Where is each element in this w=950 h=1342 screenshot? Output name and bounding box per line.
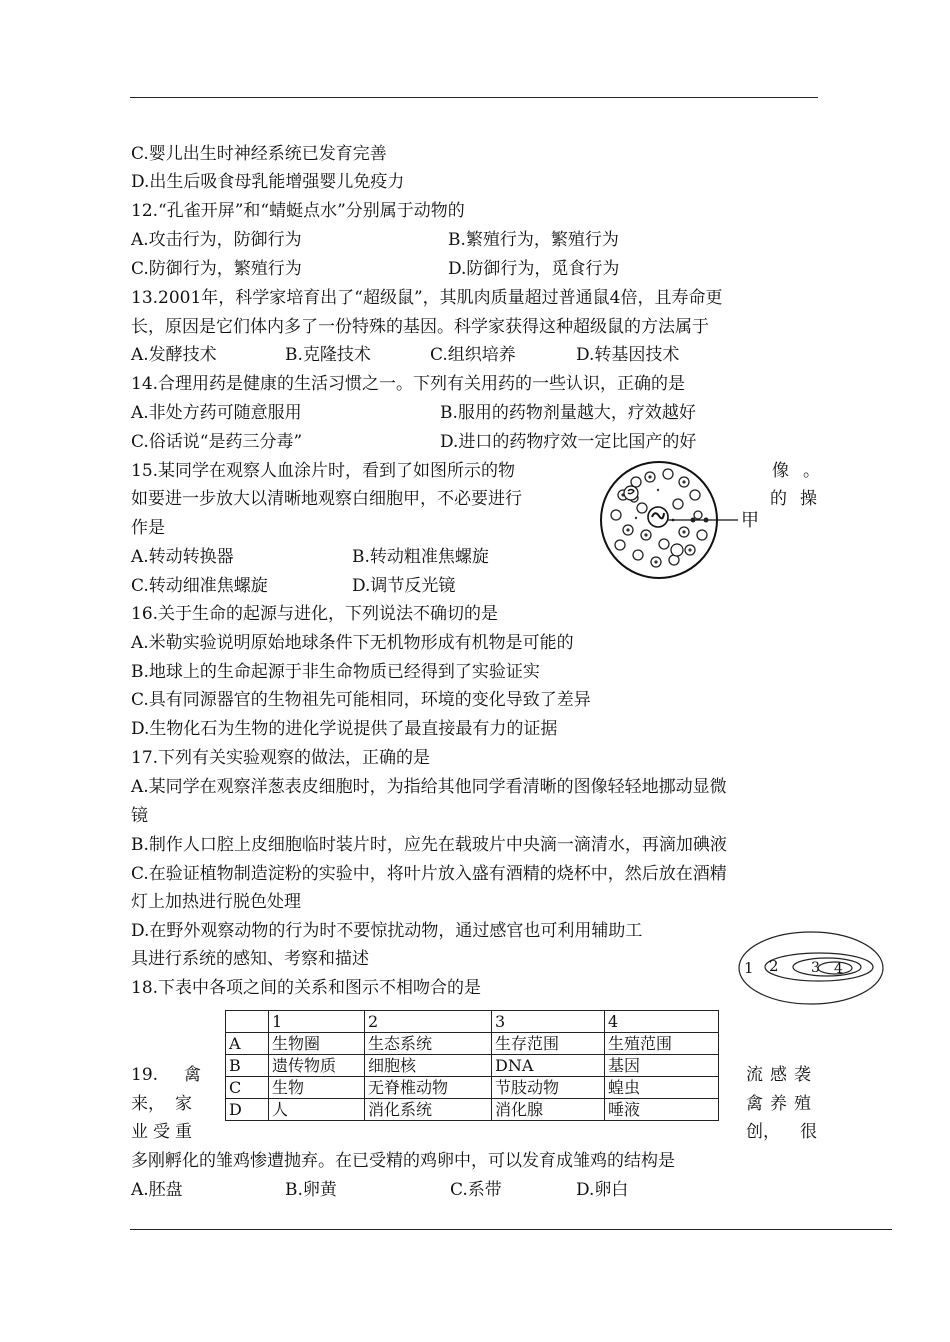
table-cell: A xyxy=(226,1033,269,1055)
option-b-17: B.制作人口腔上皮细胞临时装片时，应先在载玻片中央滴一滴清水，再滴加碘液 xyxy=(131,835,727,855)
table-cell: B xyxy=(226,1055,269,1077)
question-12: 12.“孔雀开屏”和“蜻蜓点水”分别属于动物的 xyxy=(131,201,465,221)
option-a-15: A.转动转换器 xyxy=(131,547,234,567)
question-15-line3: 作是 xyxy=(131,518,165,538)
table-cell: D xyxy=(226,1099,269,1121)
option-b-16: B.地球上的生命起源于非生命物质已经得到了实验证实 xyxy=(131,662,540,682)
question-15-line1: 15.某同学在观察人血涂片时，看到了如图所示的物 xyxy=(131,461,516,481)
question-14: 14.合理用药是健康的生活习惯之一。下列有关用药的一些认识，正确的是 xyxy=(131,374,686,394)
option-a-19: A.胚盘 xyxy=(131,1180,183,1200)
table-header-cell: 4 xyxy=(605,1011,719,1033)
option-c-15: C.转动细准焦螺旋 xyxy=(131,576,268,596)
table-row xyxy=(226,1033,719,1055)
question-19-line3-right: 创， 很 xyxy=(746,1122,817,1142)
figure-label-jia: 甲 xyxy=(741,510,759,531)
question-19-line1-right: 流 感 袭 xyxy=(746,1065,811,1085)
option-b-15: B.转动粗准焦螺旋 xyxy=(352,547,489,567)
question-16: 16.关于生命的起源与进化，下列说法不确切的是 xyxy=(131,604,499,624)
option-d-19: D.卵白 xyxy=(576,1180,629,1200)
table-cell: 细胞核 xyxy=(365,1055,492,1077)
question-13-line1: 13.2001年，科学家培育出了“超级鼠”，其肌肉质量超过普通鼠4倍，且寿命更 xyxy=(131,288,723,308)
footer-rule xyxy=(130,1229,892,1230)
option-d-17-line2: 具进行系统的感知、考察和描述 xyxy=(131,949,369,969)
table-row xyxy=(226,1077,719,1099)
option-c-17-line1: C.在验证植物制造淀粉的实验中，将叶片放入盛有酒精的烧杯中，然后放在酒精 xyxy=(131,864,727,884)
option-c-17-line2: 灯上加热进行脱色处理 xyxy=(131,892,301,912)
question-17: 17.下列有关实验观察的做法，正确的是 xyxy=(131,748,431,768)
table-cell: 生殖范围 xyxy=(605,1033,719,1055)
relationship-table xyxy=(225,1010,719,1121)
option-c-12: C.防御行为，繁殖行为 xyxy=(131,259,302,279)
table-cell: C xyxy=(226,1077,269,1099)
table-cell: 消化腺 xyxy=(492,1099,605,1121)
question-15-line1-end: 像。 xyxy=(772,461,834,481)
option-d-12: D.防御行为，觅食行为 xyxy=(448,259,620,279)
option-d-11: D.出生后吸食母乳能增强婴儿免疫力 xyxy=(131,172,405,192)
question-19-line4: 多刚孵化的雏鸡惨遭抛弃。在已受精的鸡卵中，可以发育成雏鸡的结构是 xyxy=(131,1151,675,1171)
table-header-cell xyxy=(226,1011,269,1033)
option-b-14: B.服用的药物剂量越大，疗效越好 xyxy=(440,403,696,423)
table-cell: 生态系统 xyxy=(365,1033,492,1055)
option-d-16: D.生物化石为生物的进化学说提供了最直接最有力的证据 xyxy=(131,719,558,739)
option-c-11: C.婴儿出生时神经系统已发育完善 xyxy=(131,144,387,164)
option-a-17-line1: A.某同学在观察洋葱表皮细胞时，为指给其他同学看清晰的图像轻轻地挪动显微 xyxy=(131,777,727,797)
option-c-14: C.俗话说“是药三分毒” xyxy=(131,432,303,452)
table-header-row xyxy=(226,1011,719,1033)
table-header-cell: 1 xyxy=(269,1011,365,1033)
question-15-line2: 如要进一步放大以清晰地观察白细胞甲，不必要进行 xyxy=(131,489,522,509)
option-c-19: C.系带 xyxy=(450,1180,502,1200)
ellipse-label-1: 1 xyxy=(744,959,754,977)
option-d-15: D.调节反光镜 xyxy=(352,576,456,596)
table-cell: 生存范围 xyxy=(492,1033,605,1055)
question-19-line2-left: 来， 家 xyxy=(131,1094,192,1114)
question-19-line3-left: 业 受 重 xyxy=(131,1122,192,1142)
table-row xyxy=(226,1099,719,1121)
option-a-13: A.发酵技术 xyxy=(131,345,217,365)
option-d-13: D.转基因技术 xyxy=(576,345,680,365)
table-cell: DNA xyxy=(492,1055,605,1077)
option-a-17-line2: 镜 xyxy=(131,806,148,826)
table-cell: 蝗虫 xyxy=(605,1077,719,1099)
table-header-cell: 2 xyxy=(365,1011,492,1033)
table-row xyxy=(226,1055,719,1077)
option-c-16: C.具有同源器官的生物祖先可能相同，环境的变化导致了差异 xyxy=(131,690,591,710)
question-15-line2-end: 的操 xyxy=(770,489,830,509)
option-d-17-line1: D.在野外观察动物的行为时不要惊扰动物，通过感官也可利用辅助工 xyxy=(131,921,643,941)
table-cell: 遗传物质 xyxy=(269,1055,365,1077)
table-cell: 唾液 xyxy=(605,1099,719,1121)
header-rule xyxy=(130,97,818,98)
table-cell: 消化系统 xyxy=(365,1099,492,1121)
ellipse-label-2: 2 xyxy=(769,957,779,975)
option-b-12: B.繁殖行为，繁殖行为 xyxy=(448,230,619,250)
table-cell: 基因 xyxy=(605,1055,719,1077)
table-cell: 无脊椎动物 xyxy=(365,1077,492,1099)
option-a-12: A.攻击行为，防御行为 xyxy=(131,230,302,250)
option-a-14: A.非处方药可随意服用 xyxy=(131,403,302,423)
table-cell: 生物 xyxy=(269,1077,365,1099)
option-b-19: B.卵黄 xyxy=(285,1180,337,1200)
ellipse-label-3: 3 xyxy=(811,960,820,976)
table-cell: 生物圈 xyxy=(269,1033,365,1055)
table-cell: 人 xyxy=(269,1099,365,1121)
option-d-14: D.进口的药物疗效一定比国产的好 xyxy=(440,432,697,452)
ellipse-label-4: 4 xyxy=(834,961,843,977)
table-header-cell: 3 xyxy=(492,1011,605,1033)
option-b-13: B.克隆技术 xyxy=(285,345,371,365)
question-18: 18.下表中各项之间的关系和图示不相吻合的是 xyxy=(131,978,482,998)
question-13-line2: 长，原因是它们体内多了一份特殊的基因。科学家获得这种超级鼠的方法属于 xyxy=(131,317,709,337)
table-cell: 节肢动物 xyxy=(492,1077,605,1099)
option-c-13: C.组织培养 xyxy=(430,345,516,365)
question-19-line1-left: 19. 禽 xyxy=(131,1065,202,1085)
question-19-line2-right: 禽 养 殖 xyxy=(746,1094,811,1114)
option-a-16: A.米勒实验说明原始地球条件下无机物形成有机物是可能的 xyxy=(131,633,574,653)
